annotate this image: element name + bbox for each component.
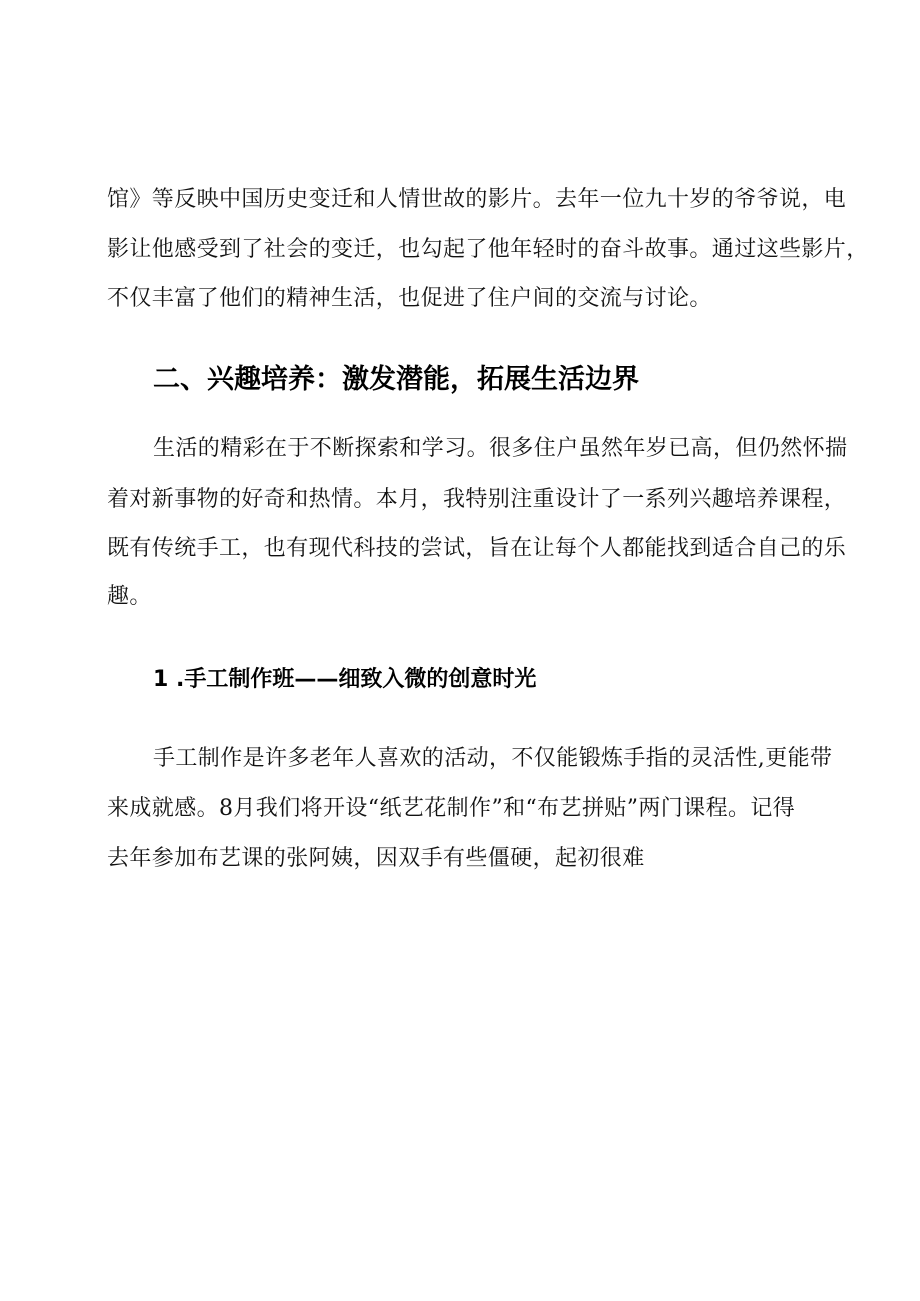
paragraph-3-line-1: 手工制作是许多老年人喜欢的活动，不仅能锻炼手指的灵活性,更能带 bbox=[153, 746, 833, 771]
paragraph-2-line-3: 既有传统手工，也有现代科技的尝试，旨在让每个人都能找到适合自己的乐 bbox=[107, 536, 847, 561]
paragraph-3-line-2: 来成就感。8月我们将开设“纸艺花制作”和“布艺拼贴”两门课程。记得 bbox=[107, 796, 796, 821]
paragraph-2-line-4: 趣。 bbox=[107, 584, 152, 609]
section-heading: 二、兴趣培养：激发潜能，拓展生活边界 bbox=[153, 364, 639, 395]
paragraph-3-line-3: 去年参加布艺课的张阿姨，因双手有些僵硬，起初很难 bbox=[107, 846, 645, 871]
subsection-heading: 1 .手工制作班——细致入微的创意时光 bbox=[153, 667, 537, 692]
paragraph-1-line-1: 馆》等反映中国历史变迁和人情世故的影片。去年一位九十岁的爷爷说，电 bbox=[107, 187, 847, 212]
paragraph-1-line-2: 影让他感受到了社会的变迁，也勾起了他年轻时的奋斗故事。通过这些影片， bbox=[107, 237, 869, 262]
paragraph-1-line-3: 不仅丰富了他们的精神生活，也促进了住户间的交流与讨论。 bbox=[107, 286, 712, 311]
paragraph-2-line-2: 着对新事物的好奇和热情。本月，我特别注重设计了一系列兴趣培养课程， bbox=[107, 487, 847, 512]
paragraph-2-line-1: 生活的精彩在于不断探索和学习。很多住户虽然年岁已高，但仍然怀揣 bbox=[153, 436, 848, 461]
